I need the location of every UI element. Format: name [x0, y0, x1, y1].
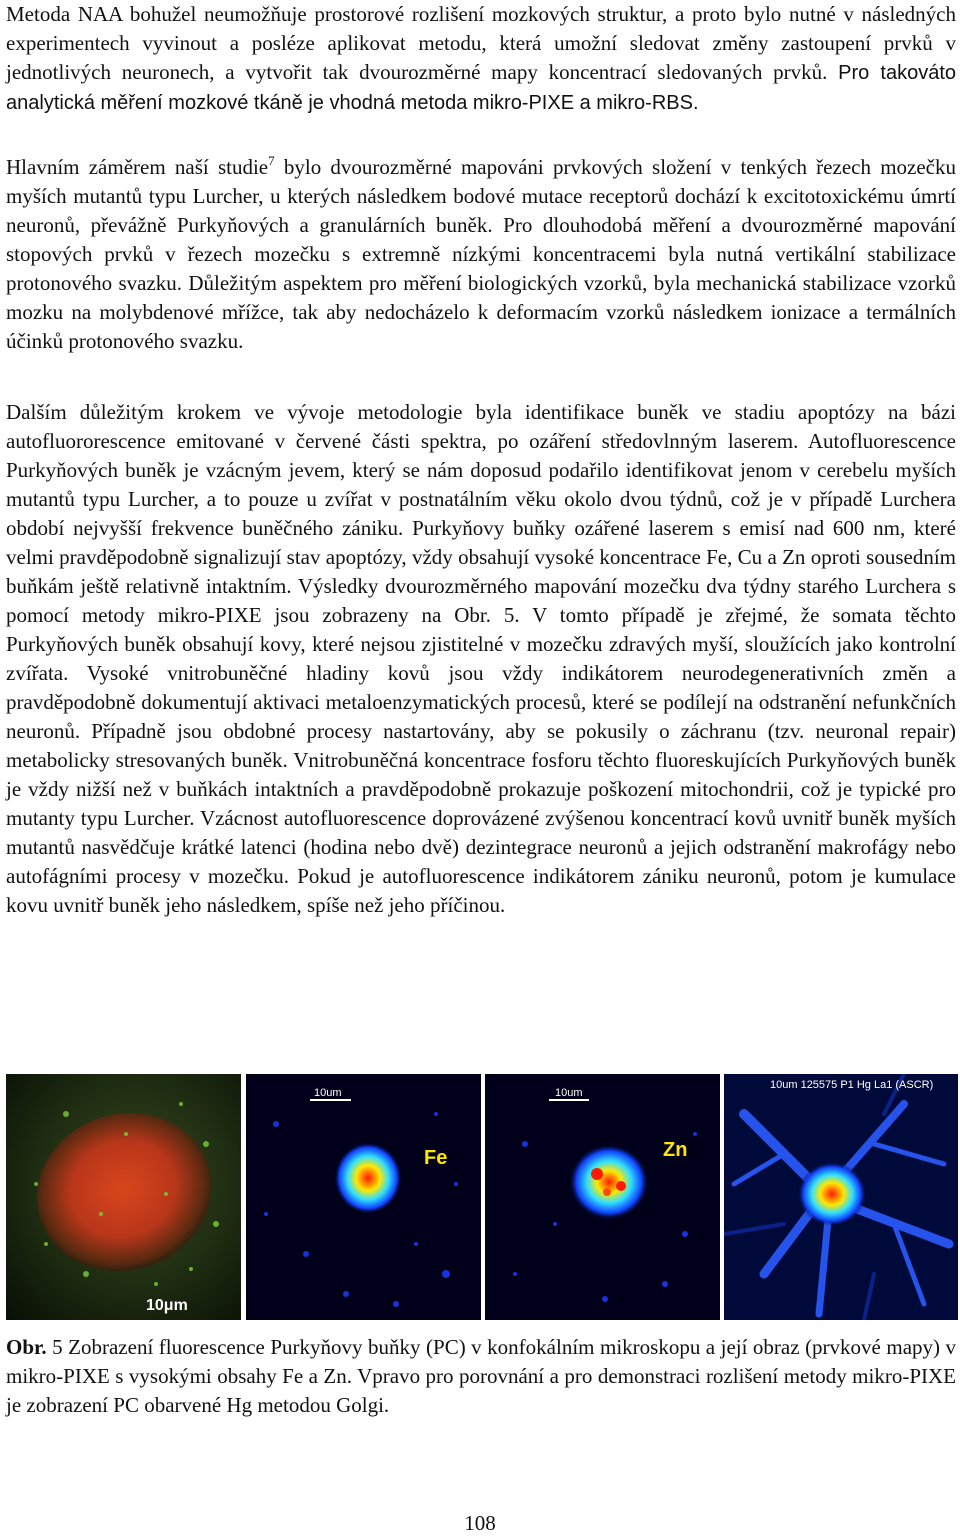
caption-number: 5	[52, 1335, 63, 1359]
paragraph-intro-part-2: Pro takováto analytická měření mozkové tkáně je vhodná metoda mikro-PIXE a mikro-RBS.	[6, 62, 956, 114]
caption-label: Obr.	[6, 1335, 47, 1359]
paragraph-autofluorescence: Dalším důležitým krokem ve vývoje metodologie byla identifikace buněk ve stadiu apoptózy na bázi autofluororescence emitované v červené části spektra, po ozáření středovlnným laserem. Autofluorescence Purkyňových buněk je vzácným jevem, který se nám doposud podařilo identifikovat jenom v cerebelu myších mutantů typu Lurcher, a to pouze u zvířat v postnatálním věku okolo dvou týdnů, což je v případě Lurchera období nejvyšší frekvence buněčného zániku. Purkyňovy buňky ozářené laserem s emisí nad 600 nm, které velmi pravděpodobně signalizují stav apoptózy, vždy obsahují vysoké koncentrace Fe, Cu a Zn oproti sousedním buňkám ještě relativně intaktním. Výsledky dvourozměrného mapování mozečku dva týdny starého Lurchera s pomocí metody mikro-PIXE jsou zobrazeny na Obr. 5. V tomto případě je zřejmé, že somata těchto Purkyňových buněk obsahují kovy, které nejsou zjistitelné v mozečku zdravých myší, sloužících jako kontrolní zvířata. Vysoké vnitrobuněčné hladiny kovů jsou vždy indikátorem neurodegenerativních změn a pravděpodobně dokumentují aktivaci metaloenzymatických procesů, které se podílejí na odstranění nefunkčních neuronů. Případně jsou obdobné procesy nastartovány, aby se pokusily o záchranu (tzv. neuronal repair) metabolicky stresovaných buněk. Vnitrobuněčná koncentrace fosforu těchto fluoreskujících Purkyňových buněk je vždy nižší než v buňkách intaktních a pravděpodobně prokazuje poškození mitochondrii, což je typické pro mutanty typu Lurcher. Vzácnost autofluorescence doprovázené zvýšenou koncentrací kovů uvnitř buněk myších mutantů nasvědčuje krátké latenci (hodina nebo dvě) dezintegrace neuronů a jejich odstranění makrofágy nebo autofágními procesy v mozečku. Pokud je autofluorescence indikátorem zániku neuronů, potom je kumulace kovu uvnitř buněk jeho následkem, spíše než jeho příčinou.	[6, 400, 956, 917]
fe-scale-label: 10um	[314, 1087, 342, 1099]
paragraph-intro	[6, 0, 956, 118]
zn-element-label: Zn	[663, 1139, 688, 1161]
confocal-autofluorescence-image	[6, 1074, 241, 1320]
fe-element-map	[246, 1074, 481, 1320]
paragraph-intro-part-1: Metoda NAA bohužel neumožňuje prostorové rozlišení mozkových struktur, a proto bylo nutné v následných experimentech vyvinout a posléze aplikovat metodu, která umožní sledovat změny zastoupení prvků v jednotlivých neuronech, a vytvořit tak dvourozměrné mapy koncentrací sledovaných prvků.	[6, 2, 956, 84]
caption-text: Zobrazení fluorescence Purkyňovy buňky (PC) v konfokálním mikroskopu a její obraz (prvkové mapy) v mikro-PIXE s vysokými obsahy Fe a Zn. Vpravo pro porovnání a pro demonstraci rozlišení metody mikro-PIXE je zobrazení PC obarvené Hg metodou Golgi.	[6, 1335, 957, 1417]
confocal-image-panel	[6, 1074, 241, 1320]
paragraph-study-aim-start: Hlavním záměrem naší studie	[6, 155, 269, 179]
zn-element-map	[485, 1074, 720, 1320]
figure-caption	[6, 1333, 956, 1420]
paragraph-study-aim	[6, 153, 956, 356]
paragraph-study-aim-rest: bylo dvourozměrné mapováni prvkových složení v tenkých řezech mozečku myších mutantů typu Lurcher, u kterých následkem bodové mutace receptorů dochází k excitotoxickému úmrtí neuronů, převážně Purkyňových a granulárních buněk. Pro dlouhodobá měření a dvourozměrné mapování stopových prvků v řezech mozečku s extremně nízkými koncentracemi byla nutná vertikální stabilizace protonového svazku. Důležitým aspektem pro měření biologických vzorků, byla mechanická stabilizace vzorků mozku na molybdenové mřížce, tak aby nedocházelo k deformacím vzorků následkem ionizace a termálních účinků protonového svazku.	[6, 155, 956, 353]
figure-5	[6, 1074, 958, 1320]
fe-map-panel	[246, 1074, 481, 1320]
fe-element-label: Fe	[424, 1147, 448, 1169]
zn-map-panel	[485, 1074, 720, 1320]
page-number: 108	[464, 1511, 496, 1535]
zn-scale-label: 10um	[555, 1087, 583, 1099]
hg-header-label: 10um 125575 P1 Hg La1 (ASCR)	[770, 1079, 934, 1091]
hg-map-panel	[724, 1074, 958, 1320]
golgi-hg-element-map	[724, 1074, 958, 1320]
reference-superscript: 7	[268, 153, 275, 168]
confocal-scale-label: 10μm	[146, 1297, 188, 1314]
